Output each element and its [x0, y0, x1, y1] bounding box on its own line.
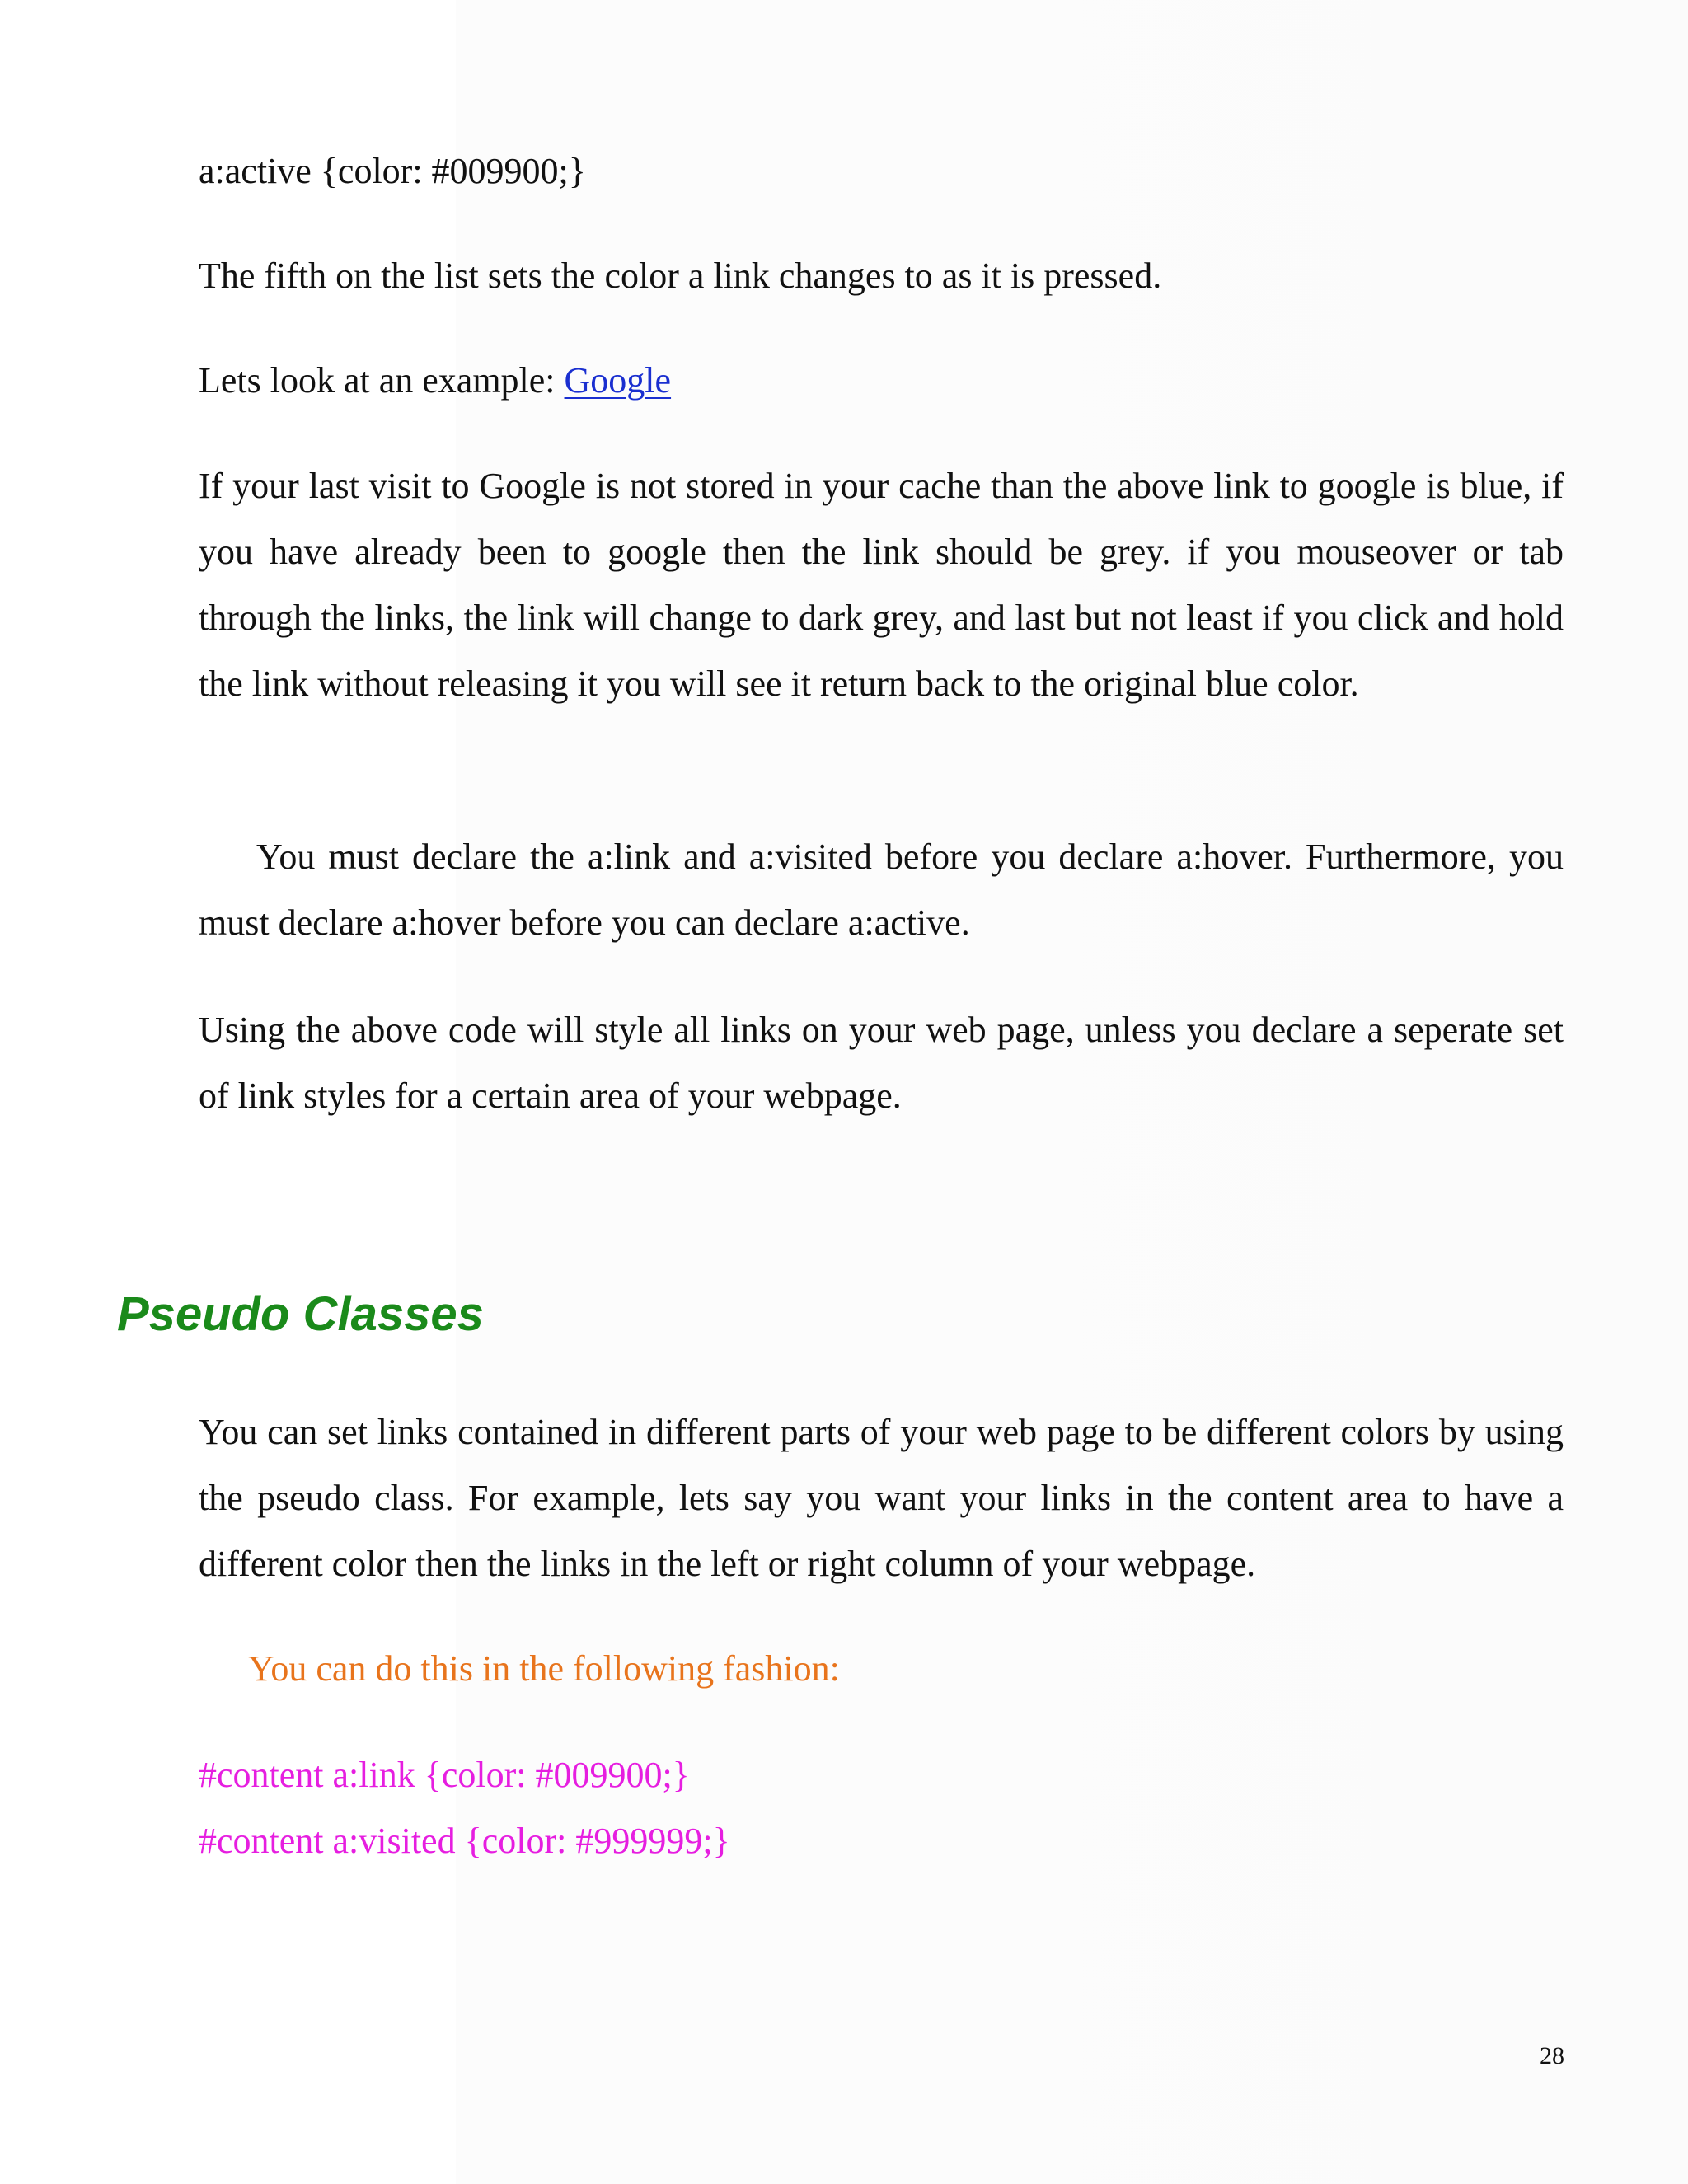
paragraph-google: If your last visit to Google is not stored in your cache than the above link to google is blue, if you have already been to google then the link should be grey. if you mouseover or tab through the links, the link will change to dark grey, and last but not least if you click and hold the link without releasing it you will see it return back to the original blue color.: [199, 466, 1564, 704]
example-prefix: Lets look at an example:: [199, 360, 565, 401]
code-line-link: #content a:link {color: #009900;}: [199, 1755, 690, 1795]
paragraph-pseudo: You can set links contained in different parts of your web page to be different colors by using the pseudo class. For example, lets say you want your links in the content area to have a different color then the links in the left or right column of your webpage.: [199, 1412, 1564, 1584]
code-line-visited: #content a:visited {color: #999999;}: [199, 1821, 730, 1861]
google-link[interactable]: Google: [564, 360, 672, 401]
fifth-sentence: The fifth on the list sets the color a link changes to as it is pressed.: [199, 255, 1162, 296]
fashion-line: You can do this in the following fashion:: [248, 1648, 840, 1689]
page-number: 28: [1540, 2042, 1564, 2069]
code-active-line: a:active {color: #009900;}: [199, 151, 586, 191]
paragraph-declare: You must declare the a:link and a:visited before you declare a:hover. Furthermore, you must declare a:hover before you can declare a:active.: [199, 837, 1564, 943]
section-heading: Pseudo Classes: [117, 1287, 484, 1341]
example-line: [199, 348, 671, 414]
paragraph-using: Using the above code will style all links on your web page, unless you declare a seperate set of link styles for a certain area of your webpage.: [199, 1010, 1564, 1116]
